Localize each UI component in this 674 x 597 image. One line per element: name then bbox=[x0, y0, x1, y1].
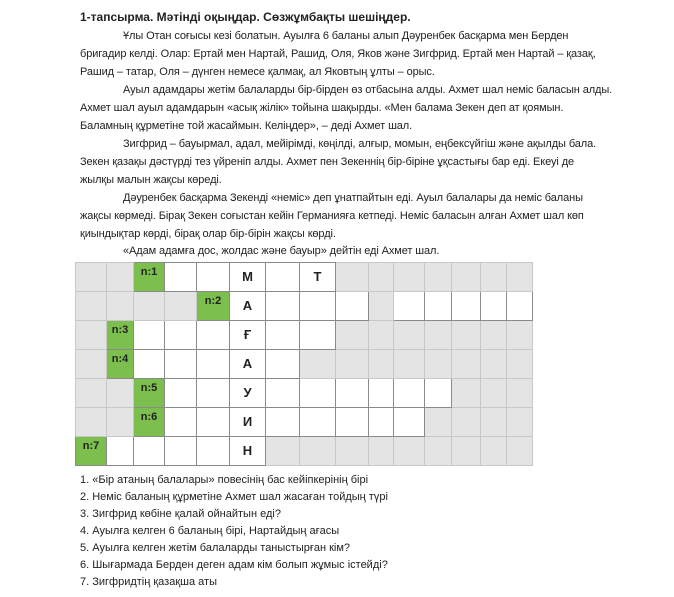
empty-cell[interactable] bbox=[197, 263, 230, 292]
text-line: бригадир келді. Олар: Ертай мен Нартай, Рашид, Оля, Яков және Зигфрид. Ертай мен Нартай – қазақ, bbox=[80, 48, 596, 60]
empty-cell[interactable] bbox=[266, 350, 300, 379]
blocked-cell bbox=[507, 350, 533, 379]
empty-cell[interactable] bbox=[197, 437, 230, 466]
blocked-cell bbox=[336, 350, 369, 379]
blocked-cell bbox=[507, 437, 533, 466]
key-letter-cell: Т bbox=[300, 263, 336, 292]
empty-cell[interactable] bbox=[336, 408, 369, 437]
blocked-cell bbox=[76, 321, 107, 350]
empty-cell[interactable] bbox=[165, 437, 197, 466]
clue-number-cell: n:6 bbox=[134, 408, 165, 437]
empty-cell[interactable] bbox=[266, 408, 300, 437]
blocked-cell bbox=[107, 379, 134, 408]
key-letter-cell: А bbox=[230, 292, 266, 321]
empty-cell[interactable] bbox=[197, 379, 230, 408]
empty-cell[interactable] bbox=[266, 292, 300, 321]
empty-cell[interactable] bbox=[425, 379, 452, 408]
blocked-cell bbox=[266, 437, 300, 466]
key-letter-cell: И bbox=[230, 408, 266, 437]
question-item: 4. Ауылға келген 6 баланың бірі, Нартайдың ағасы bbox=[80, 525, 340, 537]
text-line: Ауыл адамдары жетім балаларды бір-бірден өз отбасына алды. Ахмет шал неміс баласын алды. bbox=[123, 84, 613, 96]
crossword-row bbox=[76, 263, 533, 292]
blocked-cell bbox=[107, 408, 134, 437]
empty-cell[interactable] bbox=[165, 408, 197, 437]
key-letter-cell: У bbox=[230, 379, 266, 408]
blocked-cell bbox=[76, 350, 107, 379]
crossword-row bbox=[76, 350, 533, 379]
empty-cell[interactable] bbox=[394, 408, 425, 437]
empty-cell[interactable] bbox=[394, 379, 425, 408]
blocked-cell bbox=[452, 350, 481, 379]
empty-cell[interactable] bbox=[134, 350, 165, 379]
blocked-cell bbox=[300, 437, 336, 466]
blocked-cell bbox=[394, 321, 425, 350]
empty-cell[interactable] bbox=[336, 379, 369, 408]
blocked-cell bbox=[425, 437, 452, 466]
empty-cell[interactable] bbox=[300, 292, 336, 321]
text-line: Рашид – татар, Оля – дүнген немесе қалмақ, ал Яковтың ұлты – орыс. bbox=[80, 66, 435, 78]
clue-number-cell: n:7 bbox=[76, 437, 107, 466]
blocked-cell bbox=[394, 437, 425, 466]
crossword-row bbox=[76, 437, 533, 466]
task-title: 1-тапсырма. Мәтінді оқыңдар. Сөзжұмбақты шешіңдер. bbox=[80, 10, 411, 24]
empty-cell[interactable] bbox=[507, 292, 533, 321]
blocked-cell bbox=[369, 263, 394, 292]
text-line: Ұлы Отан соғысы кезі болатын. Ауылға 6 баланы алып Дәуренбек басқарма мен Берден bbox=[123, 30, 569, 42]
blocked-cell bbox=[107, 263, 134, 292]
blocked-cell bbox=[336, 437, 369, 466]
blocked-cell bbox=[134, 292, 165, 321]
empty-cell[interactable] bbox=[107, 437, 134, 466]
blocked-cell bbox=[452, 408, 481, 437]
blocked-cell bbox=[369, 321, 394, 350]
clue-number-cell: n:2 bbox=[197, 292, 230, 321]
blocked-cell bbox=[452, 263, 481, 292]
empty-cell[interactable] bbox=[300, 408, 336, 437]
text-line: Баламның құрметіне той жасаймын. Келіңдер», – деді Ахмет шал. bbox=[80, 120, 413, 132]
question-item: 7. Зигфридтің қазақша аты bbox=[80, 576, 217, 588]
blocked-cell bbox=[507, 379, 533, 408]
key-letter-cell: М bbox=[230, 263, 266, 292]
blocked-cell bbox=[481, 263, 507, 292]
text-line: жақсы көрмеді. Бірақ Зекен соғыстан кейін Германияға кетпеді. Неміс баласын алған Ахмет шал көп bbox=[80, 210, 584, 222]
empty-cell[interactable] bbox=[452, 292, 481, 321]
empty-cell[interactable] bbox=[300, 321, 336, 350]
empty-cell[interactable] bbox=[197, 350, 230, 379]
blocked-cell bbox=[507, 321, 533, 350]
blocked-cell bbox=[425, 321, 452, 350]
blocked-cell bbox=[369, 437, 394, 466]
text-line: Зигфрид – бауырмал, адал, мейірімді, көңілді, алғыр, момын, еңбексүйгіш және ақылды бала. bbox=[123, 138, 597, 150]
blocked-cell bbox=[481, 408, 507, 437]
blocked-cell bbox=[107, 292, 134, 321]
blocked-cell bbox=[394, 350, 425, 379]
blocked-cell bbox=[165, 292, 197, 321]
blocked-cell bbox=[481, 437, 507, 466]
text-line: Дәуренбек басқарма Зекенді «неміс» деп ұнатпайтын еді. Ауыл балалары да неміс баланы bbox=[123, 192, 583, 204]
text-line: қиындықтар көрді, бірақ олар бір-бірін жақсы көрді. bbox=[80, 228, 336, 240]
blocked-cell bbox=[336, 263, 369, 292]
empty-cell[interactable] bbox=[481, 292, 507, 321]
blocked-cell bbox=[425, 350, 452, 379]
blocked-cell bbox=[369, 292, 394, 321]
crossword-grid bbox=[75, 262, 533, 466]
empty-cell[interactable] bbox=[425, 292, 452, 321]
text-line: Зекен қазақы дәстүрді тез үйреніп алды. Ахмет пен Зекеннің бір-біріне ұқсастығы бар еді. Екеуі де bbox=[80, 156, 575, 168]
crossword-row bbox=[76, 408, 533, 437]
empty-cell[interactable] bbox=[336, 292, 369, 321]
empty-cell[interactable] bbox=[165, 379, 197, 408]
question-item: 1. «Бір атаның балалары» повесінің бас кейіпкерінің бірі bbox=[80, 474, 369, 486]
empty-cell[interactable] bbox=[197, 408, 230, 437]
empty-cell[interactable] bbox=[266, 263, 300, 292]
blocked-cell bbox=[452, 321, 481, 350]
empty-cell[interactable] bbox=[394, 292, 425, 321]
blocked-cell bbox=[300, 350, 336, 379]
blocked-cell bbox=[425, 408, 452, 437]
key-letter-cell: Ғ bbox=[230, 321, 266, 350]
blocked-cell bbox=[76, 379, 107, 408]
text-line: «Адам адамға дос, жолдас және бауыр» дейтін еді Ахмет шал. bbox=[123, 245, 440, 257]
question-item: 6. Шығармада Берден деген адам кім болып жұмыс істейді? bbox=[80, 559, 388, 571]
clue-number-cell: n:1 bbox=[134, 263, 165, 292]
blocked-cell bbox=[336, 321, 369, 350]
empty-cell[interactable] bbox=[369, 379, 394, 408]
crossword-row bbox=[76, 292, 533, 321]
question-item: 2. Неміс баланың құрметіне Ахмет шал жасаған тойдың түрі bbox=[80, 491, 388, 503]
blocked-cell bbox=[481, 350, 507, 379]
blocked-cell bbox=[76, 292, 107, 321]
clue-number-cell: n:5 bbox=[134, 379, 165, 408]
blocked-cell bbox=[481, 321, 507, 350]
empty-cell[interactable] bbox=[197, 321, 230, 350]
text-line: Ахмет шал ауыл адамдарын «асық жілік» тойына шақырды. «Мен балама Зекен деп ат қоямын. bbox=[80, 102, 564, 114]
key-letter-cell: Н bbox=[230, 437, 266, 466]
blocked-cell bbox=[76, 263, 107, 292]
empty-cell[interactable] bbox=[165, 263, 197, 292]
blocked-cell bbox=[369, 350, 394, 379]
crossword-row bbox=[76, 321, 533, 350]
blocked-cell bbox=[481, 379, 507, 408]
question-item: 5. Ауылға келген жетім балаларды таныстырған кім? bbox=[80, 542, 351, 554]
blocked-cell bbox=[507, 263, 533, 292]
empty-cell[interactable] bbox=[369, 408, 394, 437]
empty-cell[interactable] bbox=[266, 379, 300, 408]
empty-cell[interactable] bbox=[165, 321, 197, 350]
empty-cell[interactable] bbox=[266, 321, 300, 350]
blocked-cell bbox=[394, 263, 425, 292]
empty-cell[interactable] bbox=[134, 321, 165, 350]
blocked-cell bbox=[76, 408, 107, 437]
clue-number-cell: n:3 bbox=[107, 321, 134, 350]
blocked-cell bbox=[452, 379, 481, 408]
question-item: 3. Зигфрид көбіне қалай ойнайтын еді? bbox=[80, 508, 281, 520]
empty-cell[interactable] bbox=[300, 379, 336, 408]
key-letter-cell: А bbox=[230, 350, 266, 379]
crossword-row bbox=[76, 379, 533, 408]
text-line: жылқы малын жақсы көреді. bbox=[80, 174, 222, 186]
clue-number-cell: n:4 bbox=[107, 350, 134, 379]
blocked-cell bbox=[425, 263, 452, 292]
empty-cell[interactable] bbox=[165, 350, 197, 379]
empty-cell[interactable] bbox=[134, 437, 165, 466]
blocked-cell bbox=[452, 437, 481, 466]
blocked-cell bbox=[507, 408, 533, 437]
